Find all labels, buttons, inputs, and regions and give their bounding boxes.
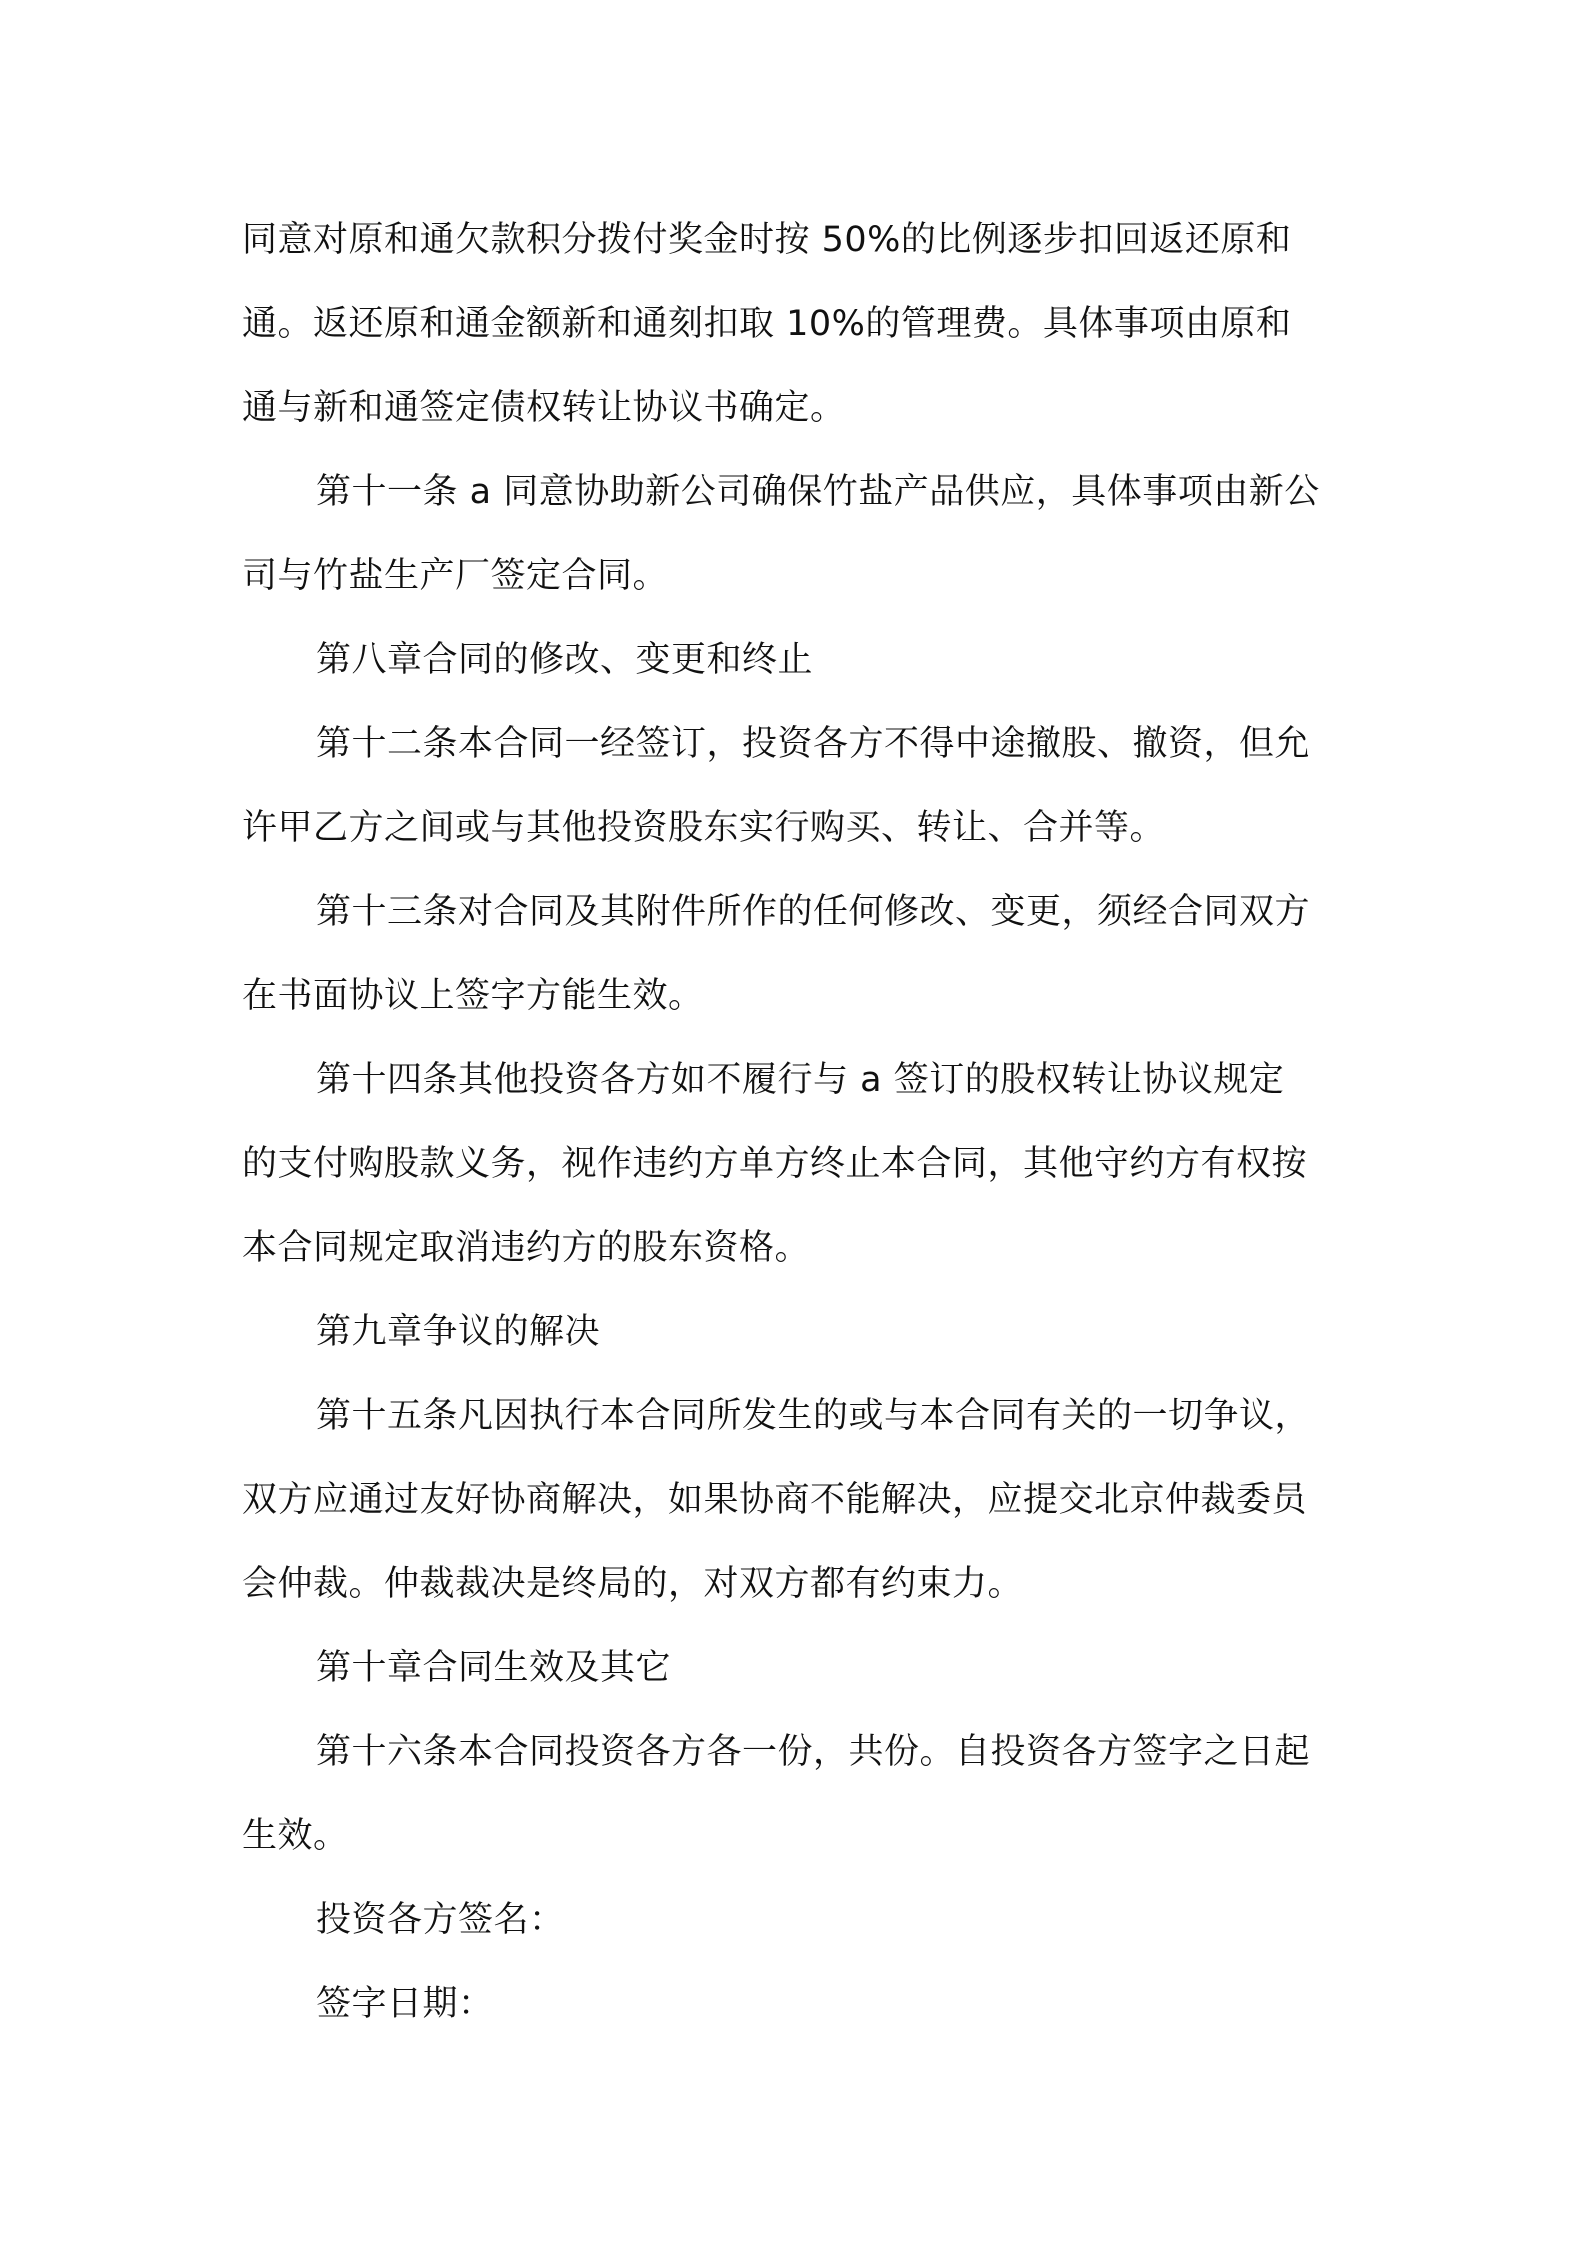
text-line: 生效。: [242, 1816, 349, 1856]
text-line: 第十五条凡因执行本合同所发生的或与本合同有关的一切争议，: [316, 1396, 1311, 1436]
chapter-heading: 第十章合同生效及其它: [316, 1648, 672, 1688]
text-line: 双方应通过友好协商解决，如果协商不能解决，应提交北京仲裁委员: [242, 1480, 1308, 1520]
article-11-paragraph: [242, 450, 1360, 618]
article-13-paragraph: [242, 870, 1360, 1038]
text-line: 第十四条其他投资各方如不履行与 a 签订的股权转让协议规定: [316, 1060, 1285, 1100]
article-12-paragraph: [242, 702, 1360, 870]
text-line: 第十三条对合同及其附件所作的任何修改、变更，须经合同双方: [316, 892, 1311, 932]
chapter-10-heading: [242, 1626, 1360, 1710]
text-line: 通。返还原和通金额新和通刻扣取 10%的管理费。具体事项由原和: [242, 304, 1292, 344]
text-line: 第十二条本合同一经签订，投资各方不得中途撤股、撤资，但允: [316, 724, 1311, 764]
text-line: 第十一条 a 同意协助新公司确保竹盐产品供应，具体事项由新公: [316, 472, 1320, 512]
article-16-paragraph: [242, 1710, 1360, 1878]
article-14-paragraph: [242, 1038, 1360, 1290]
chapter-heading: 第九章争议的解决: [316, 1312, 601, 1352]
text-line: 司与竹盐生产厂签定合同。: [242, 556, 669, 596]
text-line: 在书面协议上签字方能生效。: [242, 976, 704, 1016]
text-line: 的支付购股款义务，视作违约方单方终止本合同，其他守约方有权按: [242, 1144, 1308, 1184]
chapter-8-heading: [242, 618, 1360, 702]
signature-label: 投资各方签名：: [316, 1900, 565, 1940]
text-line: 许甲乙方之间或与其他投资股东实行购买、转让、合并等。: [242, 808, 1166, 848]
paragraph-continuation: [242, 198, 1360, 450]
article-15-paragraph: [242, 1374, 1360, 1626]
chapter-9-heading: [242, 1290, 1360, 1374]
signature-block: [242, 1878, 1360, 2046]
text-line: 第十六条本合同投资各方各一份，共份。自投资各方签字之日起: [316, 1732, 1311, 1772]
text-line: 会仲裁。仲裁裁决是终局的，对双方都有约束力。: [242, 1564, 1024, 1604]
document-body: [242, 198, 1360, 2046]
chapter-heading: 第八章合同的修改、变更和终止: [316, 640, 814, 680]
text-line: 同意对原和通欠款积分拨付奖金时按 50%的比例逐步扣回返还原和: [242, 220, 1292, 260]
sign-date-label: 签字日期：: [316, 1984, 494, 2024]
text-line: 通与新和通签定债权转让协议书确定。: [242, 388, 846, 428]
text-line: 本合同规定取消违约方的股东资格。: [242, 1228, 811, 1268]
